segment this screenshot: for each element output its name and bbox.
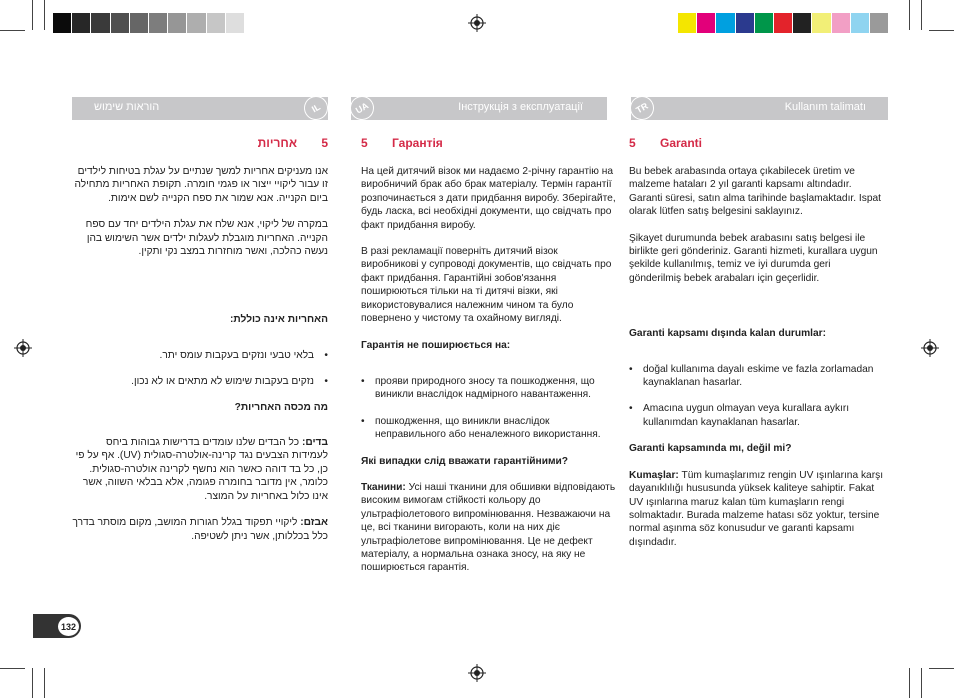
- exclusions-title: האחריות אינה כוללת:: [229, 314, 328, 326]
- color-swatch: [168, 13, 187, 33]
- crop-mark: [0, 668, 25, 669]
- color-swatch: [832, 13, 851, 33]
- color-swatch: [91, 13, 110, 33]
- crop-mark: [909, 0, 910, 30]
- color-swatch: [149, 13, 168, 33]
- color-swatch: [736, 13, 755, 33]
- list-item: • пошкодження, що виникли внаслідок неправильного або неналежного використання.: [361, 415, 601, 441]
- question-heading: מה מכסה האחריות?: [234, 401, 328, 413]
- crop-mark: [32, 0, 33, 30]
- paragraph: На цей дитячий візок ми надаємо 2-річну гарантію на виробничий брак або брак матеріалу. Термін гарантії розпочинається з дати придбання виробу. Зберігайте, будь ласка, всі необхідні документи, що свідчать про факт придбання виробу.: [361, 166, 616, 231]
- color-swatch: [72, 13, 91, 33]
- exclusions-title: Garanti kapsamı dışında kalan durumlar:: [629, 328, 827, 340]
- registration-mark-icon: [468, 664, 486, 682]
- color-swatch: [774, 13, 793, 33]
- grayscale-bar: [53, 13, 245, 33]
- header-strip-ua: [351, 97, 607, 120]
- paragraph: בדים: כל הבדים שלנו עומדים בדרישות גבוהות ביחס לעמידות הצבעים נגד קרינה-אולטרה-סגולית (UV). אף על פי כן, כל בד דוהה כאשר הוא נחשף לקרינה אולטרה-סגולית. כלומר, אין מדובר בחומרה פגומה, אלא בבלאי השווה, אשר אינו כלול באחריות על המוצר.: [75, 437, 328, 502]
- color-swatch: [207, 13, 226, 33]
- crop-mark: [32, 668, 33, 698]
- registration-mark-icon: [468, 14, 486, 32]
- color-swatch: [755, 13, 774, 33]
- exclusions-title: Гарантія не поширюється на:: [361, 340, 511, 352]
- color-swatch: [716, 13, 735, 33]
- section-title: Garanti: [660, 136, 703, 150]
- question-heading: Які випадки слід вважати гарантійними?: [361, 455, 568, 467]
- question-heading: Garanti kapsamında mı, değil mi?: [629, 443, 792, 455]
- paragraph: אנו מעניקים אחריות למשך שנתיים על עגלת בטיחות לילדים זו עבור ליקויי ייצור או פגמי חומרה. תקופת האחריות מתחילה ביום הקנייה. אנא שמור את ספח הקנייה לשם אימות.: [74, 166, 328, 204]
- color-swatch: [187, 13, 206, 33]
- section-number: 5: [321, 136, 328, 150]
- page-number-tab: [33, 614, 81, 638]
- crop-mark: [44, 668, 45, 698]
- strip-label-il: הוראות שימוש: [94, 101, 160, 113]
- process-color-bar: [678, 13, 889, 33]
- crop-mark: [929, 668, 954, 669]
- color-swatch: [130, 13, 149, 33]
- language-badge-tr: TR: [626, 92, 659, 125]
- paragraph: אבזם: ליקויי תפקוד בגלל חגורות המושב, מקום מוסתר בדרך כלל בכללותן, אשר ניתן לשטיפה.: [72, 517, 328, 542]
- section-number: 5: [361, 136, 368, 150]
- page-number: 132: [57, 616, 80, 637]
- crop-mark: [909, 668, 910, 698]
- section-number: 5: [629, 136, 636, 150]
- crop-mark: [921, 0, 922, 30]
- section-heading-il: [72, 137, 328, 153]
- color-swatch: [851, 13, 870, 33]
- color-swatch: [697, 13, 716, 33]
- paragraph: Bu bebek arabasında ortaya çıkabilecek üretim ve malzeme hataları 2 yıl garanti kapsamı altındadır. Garanti süresi, satın alma tarihinde başlamaktadır. Ispat olarak lütfen satış belgesini saklayınız.: [629, 166, 881, 218]
- section-title: אחריות: [257, 136, 297, 150]
- color-swatch: [870, 13, 889, 33]
- color-swatch: [793, 13, 812, 33]
- registration-mark-icon: [14, 339, 32, 357]
- header-strip-tr: [631, 97, 888, 120]
- strip-label-tr: Kullanım talimatı: [784, 101, 866, 113]
- column-turkish: [629, 137, 885, 549]
- section-heading-ua: [361, 137, 616, 153]
- crop-mark: [0, 30, 25, 31]
- crop-mark: [921, 668, 922, 698]
- list-item: • בלאי טבעי ונזקים בעקבות עומס יתר.: [159, 349, 328, 361]
- section-heading-tr: [629, 137, 885, 153]
- list-item: • Amacına uygun olmayan veya kurallara aykırı kullanımdan kaynaklanan hasarlar.: [629, 403, 850, 428]
- strip-label-ua: Інструкція з експлуатації: [458, 101, 583, 113]
- color-swatch: [53, 13, 72, 33]
- list-item: • прояви природного зносу та пошкодження, що виникли внаслідок надмірного навантаження.: [361, 375, 595, 401]
- crop-mark: [929, 30, 954, 31]
- paragraph: Тканини: Усі наші тканини для обшивки відповідають високим вимогам стійкості кольору до ультрафіолетового випромінювання. Незважаючи на це, всі тканини вигорають, коли на них діє ультрафіолетове випромінювання. Це не дефект матеріалу, а нормальна ознака зносу, на яку не поширюється гарантія.: [361, 481, 616, 574]
- color-swatch: [226, 13, 245, 33]
- paragraph: במקרה של ליקוי, אנא שלח את עגלת הילדים יחד עם ספח הקנייה. האחריות מוגבלת לעגלות ילדים אשר השימוש בהן נעשה כהלכה, ואשר מוחזרות במצב נקי ותקין.: [85, 219, 328, 258]
- color-swatch: [812, 13, 831, 33]
- column-hebrew: [72, 137, 328, 543]
- section-title: Гарантія: [392, 136, 443, 150]
- language-badge-il: IL: [300, 92, 333, 125]
- list-item: • נזקים בעקבות שימוש לא מתאים או לא נכון.: [131, 376, 328, 388]
- column-ukrainian: [361, 137, 616, 575]
- paragraph: Kumaşlar: Tüm kumaşlarımız rengin UV ışınlarına karşı dayanıklılığı hususunda yüksek kaliteye sahiptir. Fakat UV ışınlarına maruz kalan tüm kumaşların rengi solmaktadır. Burada malzeme hatası söz yoktur, tersine normal aşınma söz konusudur ve garanti kapsamı dışındadır.: [629, 469, 884, 548]
- paragraph: В разі рекламації поверніть дитячий візок виробникові у супроводі документів, що свідчать про факт придбання. Гарантійні зобов'язання поширюються тільки на ті дитячі візки, які використовувалися належним чином та було повернено у чистому та охайному вигляді.: [361, 246, 612, 325]
- header-strip-il: [72, 97, 328, 120]
- list-item: • doğal kullanıma dayalı eskime ve fazla zorlamadan kaynaklanan hasarlar.: [629, 363, 874, 389]
- language-badge-ua: UA: [346, 92, 379, 125]
- color-swatch: [678, 13, 697, 33]
- paragraph: Şikayet durumunda bebek arabasını satış belgesi ile birlikte geri gönderiniz. Garanti hizmeti, kurallara uygun şekilde kullanılmış, temiz ve iyi durumda geri gönderilmiş bebek arabaları için geçerlidir.: [629, 232, 878, 284]
- color-swatch: [111, 13, 130, 33]
- crop-mark: [44, 0, 45, 30]
- registration-mark-icon: [921, 339, 939, 357]
